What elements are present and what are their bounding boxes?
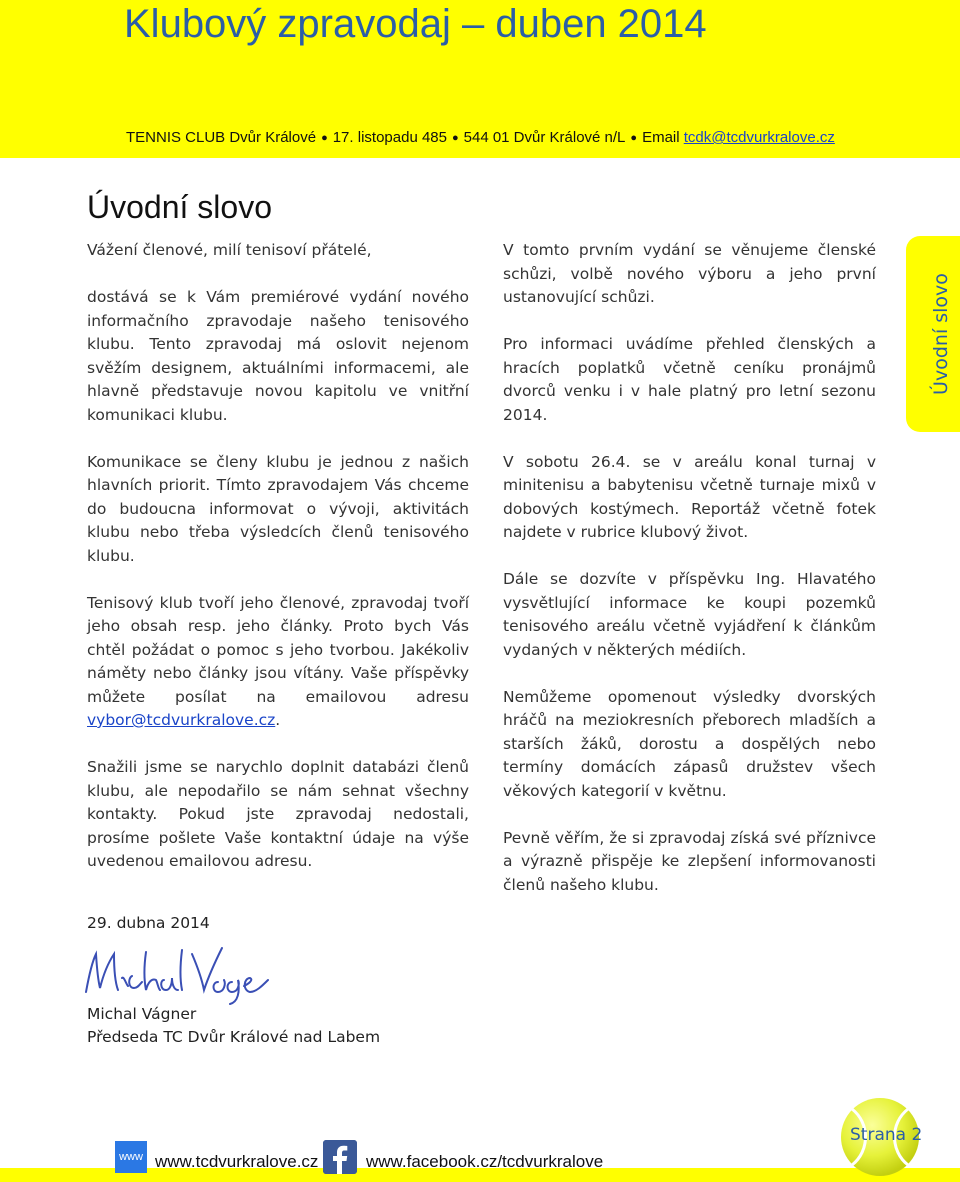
header-email-link[interactable]: tcdk@tcdvurkralove.cz	[683, 129, 835, 146]
email-label: Email	[642, 129, 680, 146]
paragraph: V tomto prvním vydání se věnujeme členské schůzi, volbě nového výboru a jeho první ustanovující schůzi.	[503, 241, 876, 306]
section-heading: Úvodní slovo	[87, 189, 272, 225]
street-address: 17. listopadu 485	[332, 129, 447, 146]
city-address: 544 01 Dvůr Králové n/L	[463, 129, 626, 146]
bullet-icon: ●	[630, 132, 638, 144]
paragraph: Dále se dozvíte v příspěvku Ing. Hlavatého vysvětlující informace ke koupi pozemků tenisového areálu včetně vyjádření k článkům vydaných v některých médiích.	[503, 570, 876, 659]
side-tab-label: Úvodní slovo	[930, 273, 952, 395]
paragraph: V sobotu 26.4. se v areálu konal turnaj v minitenisu a babytenisu včetně turnaje mixů v dobových kostýmech. Reportáž včetně fotek najdete v rubrice klubový život.	[503, 452, 876, 541]
paragraph: Pro informaci uvádíme přehled členských a hracích poplatků včetně ceníku pronájmů dvorců venku i v hale platný pro letní sezonu 2014.	[503, 335, 876, 424]
signer-role: Předseda TC Dvůr Králové nad Labem	[87, 1028, 381, 1046]
issue-date: 29. dubna 2014	[87, 914, 210, 932]
paragraph: Nemůžeme opomenout výsledky dvorských hráčů na meziokresních přeborech mladších a starších žáků, dorostu a dospělých nebo termíny domácích zápasů družstev všech věkových kategorií v květnu.	[503, 687, 876, 800]
paragraph-text: Tenisový klub tvoří jeho členové, zpravodaj tvoří jeho obsah resp. jeho články. Proto bych Vás chtěl požádat o pomoc s jeho tvorbou. Jakékoliv náměty nebo články jsou vítány. Vaše příspěvky můžete posílat na emailovou adresu	[87, 593, 469, 706]
website-link[interactable]: www.tcdvurkralove.cz	[155, 1152, 319, 1171]
contribution-email-link[interactable]: vybor@tcdvurkralove.cz	[87, 711, 276, 729]
paragraph: Komunikace se členy klubu je jednou z našich hlavních priorit. Tímto zpravodajem Vás chceme do budoucna informovat o vývoji, aktivitách klubu nebo třeba výsledcích členů tenisového klubu.	[87, 452, 469, 565]
greeting: Vážení členové, milí tenisoví přátelé,	[87, 241, 372, 259]
bullet-icon: ●	[321, 132, 328, 144]
section-side-tab	[906, 236, 960, 432]
signer-block	[87, 1003, 380, 1049]
newsletter-title: Klubový zpravodaj – duben 2014	[124, 2, 707, 46]
paragraph: Pevně věřím, že si zpravodaj získá své příznivce a výrazně přispěje ke zlepšení informovanosti členů našeho klubu.	[503, 828, 876, 894]
page-number: Strana 2	[850, 1125, 923, 1145]
paragraph: Snažili jsme se narychlo doplnit databázi členů klubu, ale nepodařilo se nám sehnat všechny kontakty. Pokud jste zpravodaj nedostali, prosíme pošlete Vaše kontaktní údaje na výše uvedenou emailovou adresu.	[87, 758, 469, 870]
header-band	[0, 0, 960, 158]
signer-name: Michal Vágner	[87, 1005, 197, 1023]
contact-line	[126, 129, 835, 146]
paragraph-end: .	[275, 711, 281, 729]
www-icon: www	[115, 1141, 147, 1173]
bullet-icon: ●	[451, 132, 459, 144]
left-column	[87, 239, 469, 897]
paragraph	[87, 592, 469, 733]
club-name: TENNIS CLUB Dvůr Králové	[126, 129, 317, 146]
facebook-icon	[323, 1140, 357, 1174]
handwritten-signature	[82, 940, 272, 1006]
right-column	[503, 239, 876, 921]
paragraph: dostává se k Vám premiérové vydání nového informačního zpravodaje našeho tenisového klubu. Tento zpravodaj má oslovit nejenom svěžím designem, aktuálními informacemi, ale hlavně představuje novou kapitolu ve vnitřní komunikaci klubu.	[87, 288, 469, 424]
facebook-link[interactable]: www.facebook.cz/tcdvurkralove	[366, 1152, 604, 1171]
